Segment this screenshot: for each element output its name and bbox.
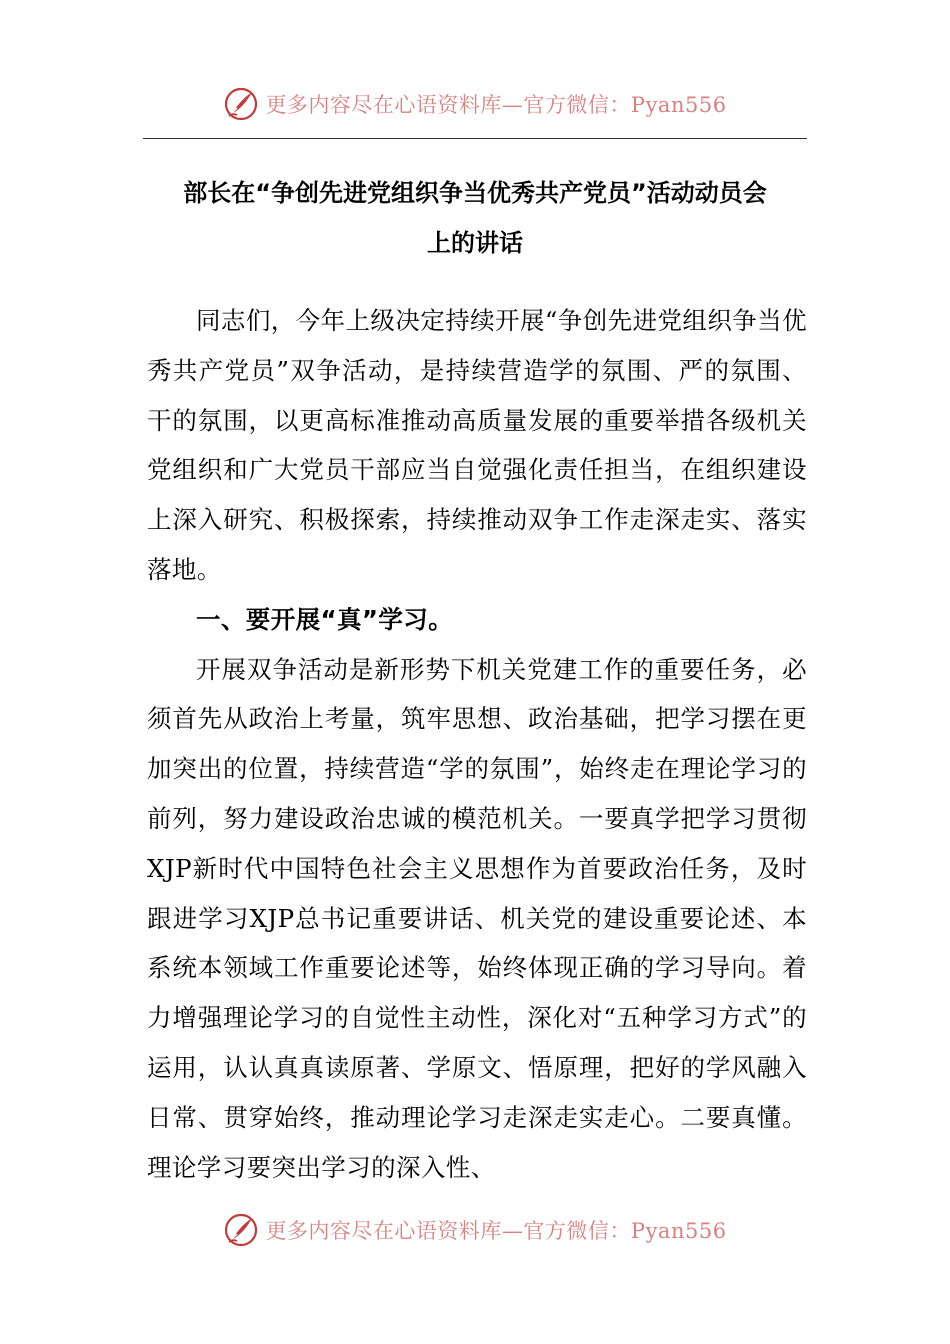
quill-logo-icon: [223, 1212, 259, 1248]
watermark-text: 更多内容尽在心语资料库—官方微信：Pyan556: [265, 1219, 727, 1243]
header-watermark: [0, 82, 950, 126]
quill-logo-icon: [223, 86, 259, 122]
document-title: [143, 168, 807, 268]
document-body: [147, 296, 807, 1192]
watermark-text: 更多内容尽在心语资料库—官方微信：Pyan556: [265, 93, 727, 117]
footer-watermark: [0, 1208, 950, 1252]
section-heading: 一、要开展“真”学习。: [196, 604, 454, 634]
body-paragraph: 开展双争活动是新形势下机关党建工作的重要任务，必须首先从政治上考量，筑牢思想、政治基础，把学习摆在更加突出的位置，持续营造“学的氛围”，始终走在理论学习的前列，努力建设政治忠诚的模范机关。一要真学把学习贯彻XJP新时代中国特色社会主义思想作为首要政治任务，及时跟进学习XJP总书记重要讲话、机关党的建设重要论述、本系统本领域工作重要论述等，始终体现正确的学习导向。着力增强理论学习的自觉性主动性，深化对“五种学习方式”的运用，认认真真读原著、学原文、悟原理，把好的学风融入日常、贯穿始终，推动理论学习走深走实走心。二要真懂。理论学习要突出学习的深入性、: [147, 654, 807, 1182]
title-line-1: 部长在“争创先进党组织争当优秀共产党员”活动动员会: [183, 179, 767, 207]
body-paragraph: 同志们，今年上级决定持续开展“争创先进党组织争当优秀共产党员”双争活动，是持续营造学的氛围、严的氛围、干的氛围，以更高标准推动高质量发展的重要举措各级机关党组织和广大党员干部应当自觉强化责任担当，在组织建设上深入研究、积极探索，持续推动双争工作走深走实、落实落地。: [147, 306, 807, 584]
header-divider: [143, 138, 807, 139]
title-line-2: 上的讲话: [427, 229, 523, 257]
